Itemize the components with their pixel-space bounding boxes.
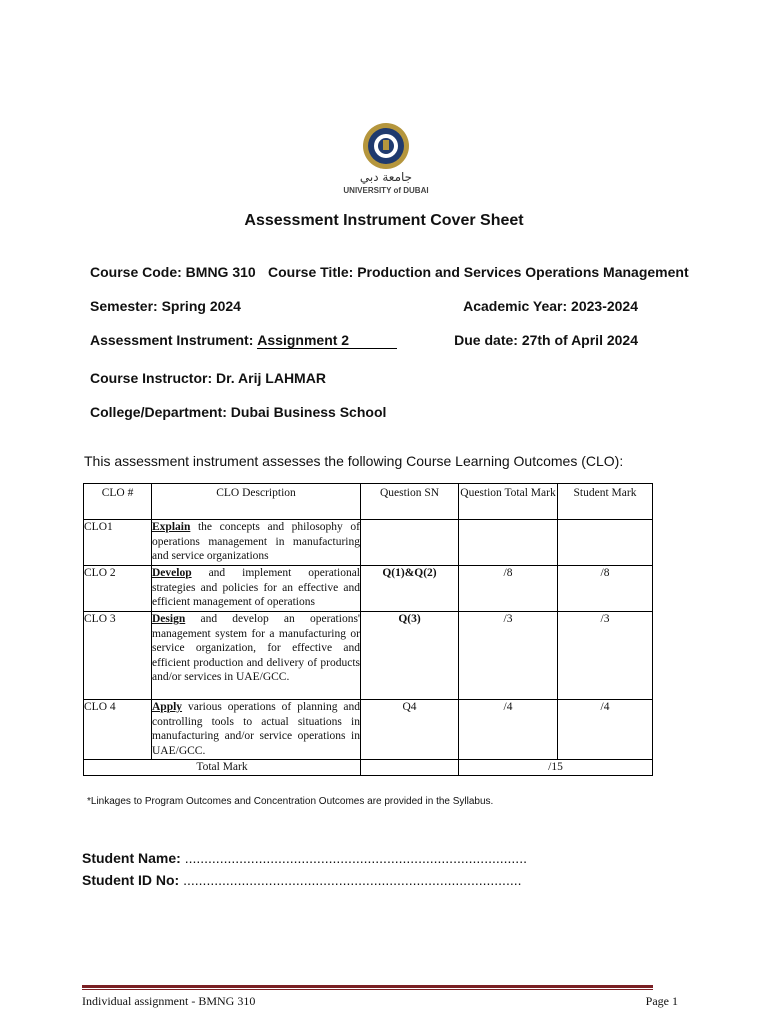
university-logo	[362, 122, 410, 170]
student-mark	[558, 520, 653, 566]
total-mark-value: /15	[459, 760, 653, 776]
student-id-dots: .......................................................................................	[183, 872, 522, 888]
clo-number: CLO 3	[84, 612, 152, 700]
table-row	[84, 520, 653, 566]
semester: Semester: Spring 2024	[90, 298, 241, 314]
college-department: College/Department: Dubai Business School	[90, 404, 387, 420]
linkages-note: *Linkages to Program Outcomes and Concentration Outcomes are provided in the Syllabus.	[87, 796, 494, 807]
question-total-mark: /3	[459, 612, 558, 700]
total-row	[84, 760, 653, 776]
student-mark: /3	[558, 612, 653, 700]
header-clo-number: CLO #	[84, 484, 152, 520]
student-name-dots: ........................................................................................	[184, 850, 527, 866]
table-row	[84, 700, 653, 760]
clo-description	[152, 612, 361, 700]
course-instructor: Course Instructor: Dr. Arij LAHMAR	[90, 370, 326, 386]
student-name-label: Student Name:	[82, 850, 185, 866]
student-name-field	[82, 850, 527, 866]
page-title: Assessment Instrument Cover Sheet	[244, 212, 524, 229]
question-sn: Q4	[361, 700, 459, 760]
student-mark: /8	[558, 566, 653, 612]
question-total-mark: /8	[459, 566, 558, 612]
due-date: Due date: 27th of April 2024	[454, 332, 638, 348]
header-clo-description: CLO Description	[152, 484, 361, 520]
logo-arabic-name: جامعة دبي	[359, 170, 413, 184]
question-total-mark	[459, 520, 558, 566]
clo-verb: Apply	[152, 701, 183, 713]
course-title: Course Title: Production and Services Operations Management	[268, 264, 689, 280]
clo-text: the concepts and philosophy of operations management in manufacturing and service organizations	[152, 521, 360, 562]
footer-rule-thin	[82, 989, 653, 990]
question-sn: Q(3)	[361, 612, 459, 700]
footer-rule	[82, 985, 653, 988]
page-number: Page 1	[645, 994, 678, 1008]
table-row	[84, 566, 653, 612]
assessment-instrument-value: Assignment 2	[257, 333, 397, 349]
assessment-instrument-label: Assessment Instrument:	[90, 332, 258, 348]
header-student-mark: Student Mark	[558, 484, 653, 520]
clo-intro-text: This assessment instrument assesses the following Course Learning Outcomes (CLO):	[84, 453, 624, 469]
logo-english-name: UNIVERSITY of DUBAI	[343, 186, 429, 195]
clo-number: CLO 4	[84, 700, 152, 760]
footer-course: Individual assignment - BMNG 310	[82, 994, 256, 1008]
student-mark: /4	[558, 700, 653, 760]
clo-text: various operations of planning and controlling tools to actual situations in manufacturing and/or service operations in UAE/GCC.	[152, 701, 360, 757]
header-question-sn: Question SN	[361, 484, 459, 520]
clo-description	[152, 700, 361, 760]
course-code: Course Code: BMNG 310	[90, 264, 256, 280]
clo-description	[152, 520, 361, 566]
question-total-mark: /4	[459, 700, 558, 760]
question-sn	[361, 520, 459, 566]
university-seal-icon	[362, 122, 410, 170]
total-mark-label: Total Mark	[84, 760, 361, 776]
assessment-instrument	[90, 332, 397, 349]
student-id-label: Student ID No:	[82, 872, 184, 888]
academic-year: Academic Year: 2023-2024	[463, 298, 638, 314]
total-empty-cell	[361, 760, 459, 776]
clo-number: CLO 2	[84, 566, 152, 612]
clo-verb: Design	[152, 613, 186, 625]
table-row	[84, 612, 653, 700]
clo-number: CLO1	[84, 520, 152, 566]
clo-verb: Explain	[152, 521, 191, 533]
header-question-total-mark: Question Total Mark	[459, 484, 558, 520]
question-sn: Q(1)&Q(2)	[361, 566, 459, 612]
table-header-row	[84, 484, 653, 520]
clo-text: and implement operational strategies and policies for an effective and efficient management of operations	[152, 567, 360, 608]
clo-description	[152, 566, 361, 612]
clo-text: and develop an operations' management system for a manufacturing or service organization, for effective and efficient production and delivery of products and/or services in UAE/GCC.	[152, 613, 360, 683]
clo-table	[83, 483, 653, 776]
student-id-field	[82, 872, 522, 888]
clo-verb: Develop	[152, 567, 192, 579]
